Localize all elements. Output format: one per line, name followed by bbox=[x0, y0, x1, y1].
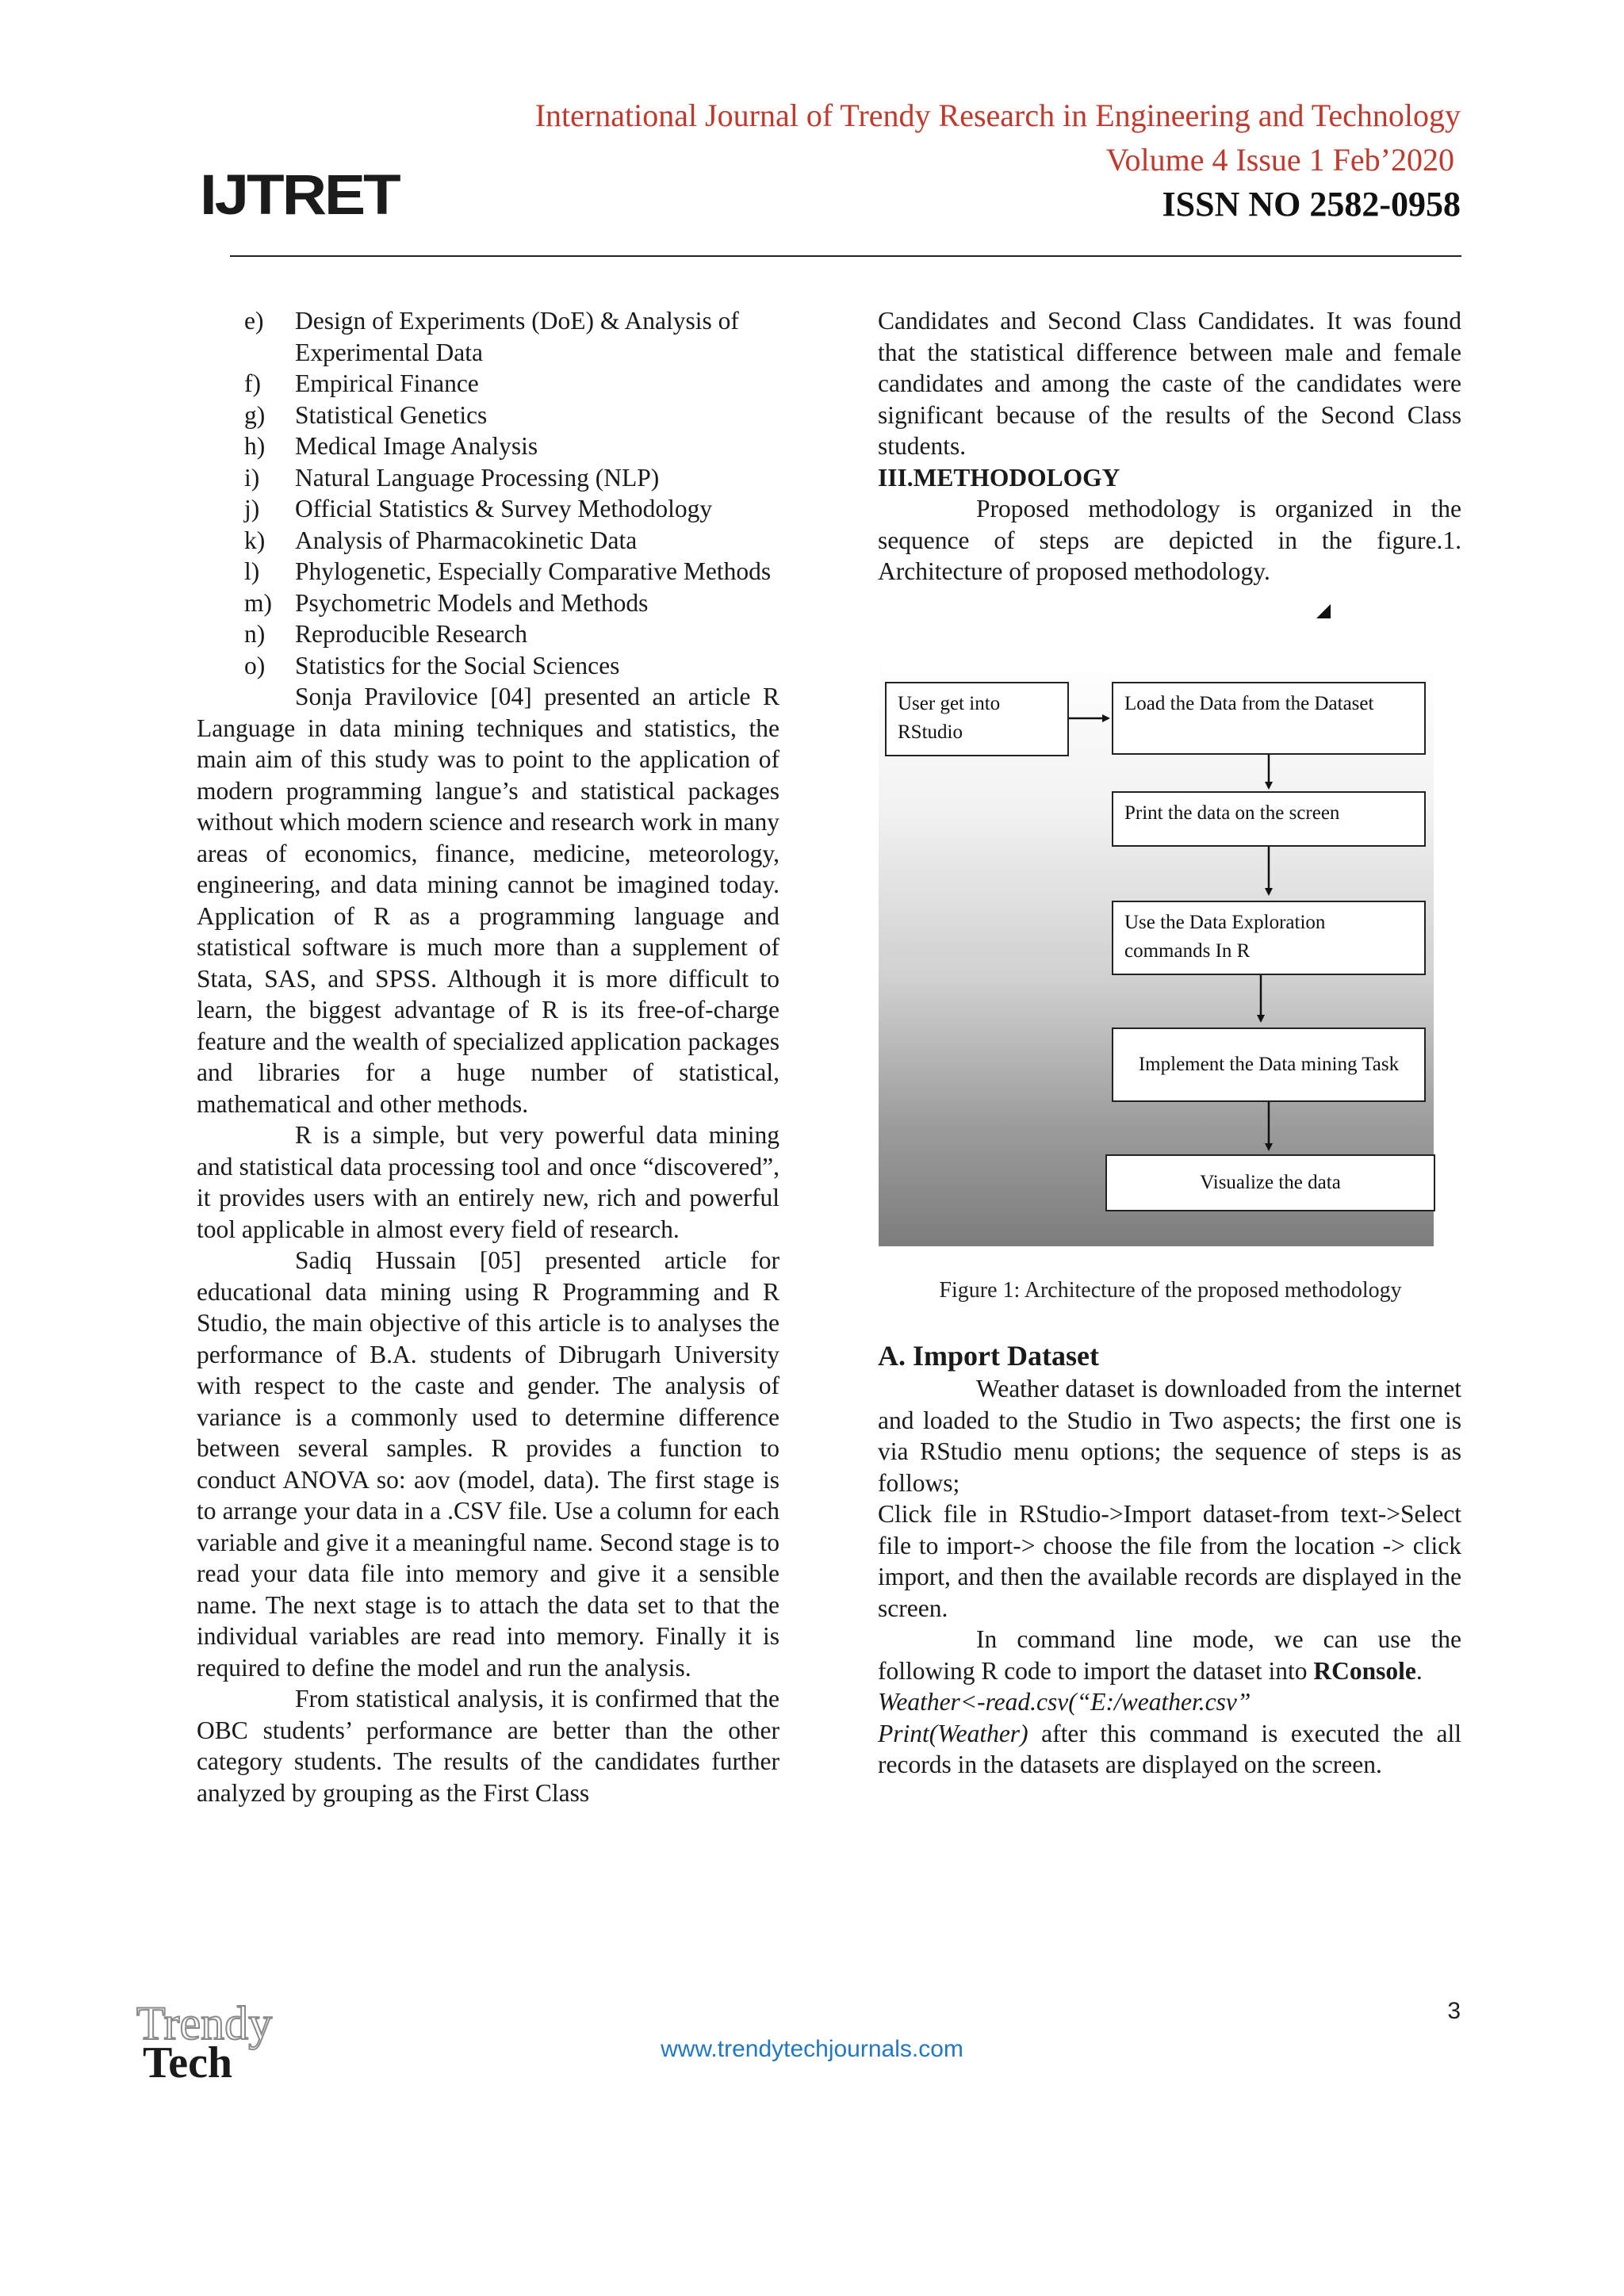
paragraph-import-1: Weather dataset is downloaded from the internet and loaded to the Studio in Two aspects; the first one is via RStudio menu options; the sequence of steps is as follows; bbox=[878, 1375, 1461, 1497]
header-divider bbox=[230, 255, 1461, 257]
list-marker: m) bbox=[244, 588, 272, 617]
list-item-text: Natural Language Processing (NLP) bbox=[295, 463, 660, 492]
list-marker: n) bbox=[244, 620, 266, 648]
logo-tech-text: Tech bbox=[143, 2038, 233, 2080]
box-user-rstudio: User get into RStudio bbox=[885, 682, 1069, 756]
code-read-csv: Weather<-read.csv(“E:/weather.csv” bbox=[878, 1688, 1251, 1716]
list-item-text: Analysis of Pharmacokinetic Data bbox=[295, 526, 638, 554]
journal-volume: Volume 4 Issue 1 Feb’2020 bbox=[1105, 142, 1454, 178]
list-item bbox=[197, 368, 779, 400]
page-number: 3 bbox=[1447, 1998, 1461, 2024]
list-item-text: Phylogenetic, Especially Comparative Methods bbox=[295, 557, 772, 585]
paragraph-methodology: Proposed methodology is organized in the sequence of steps are depicted in the figure.1. Architecture of proposed methodology. bbox=[878, 495, 1461, 585]
list-item bbox=[197, 587, 779, 619]
paragraph-continuation: Candidates and Second Class Candidates. It was found that the statistical difference between male and female candidates and among the caste of the candidates were significant because of the results of the Second Class students. bbox=[878, 307, 1461, 460]
box-print-data: Print the data on the screen bbox=[1112, 791, 1426, 847]
import-3-text: In command line mode, we can use the following R code to import the dataset into bbox=[878, 1625, 1461, 1685]
triangle-marker-icon bbox=[1316, 604, 1331, 618]
list-marker: o) bbox=[244, 651, 266, 679]
paragraph-r-simple: R is a simple, but very powerful data mining and statistical data processing tool and once “discovered”, it provides users with an entirely new, rich and powerful tool applicable in almost every field of research. bbox=[197, 1121, 779, 1243]
list-item bbox=[197, 493, 779, 525]
list-marker: e) bbox=[244, 307, 264, 335]
list-item bbox=[197, 462, 779, 494]
paragraph-hussain: Sadiq Hussain [05] presented article for educational data mining using R Programming and R Studio, the main objective of this article is to analyses the performance of B.A. students of Dibrugarh University with respect to the caste and gender. The analysis of variance is a commonly used to determine difference between several samples. R provides a function to conduct ANOVA so: aov (model, data). The first stage is to arrange your data in a .CSV file. Use a column for each variable and give it a meaningful name. Second stage is to read your data file into memory and give it a sensible name. The next stage is to attach the data set to that the individual variables are read into memory. Finally it is required to define the model and run the analysis. bbox=[197, 1246, 779, 1682]
list-marker: h) bbox=[244, 432, 266, 460]
list-item bbox=[197, 430, 779, 462]
subsection-heading-import: A. Import Dataset bbox=[878, 1340, 1099, 1372]
list-item-text: Official Statistics & Survey Methodology bbox=[295, 495, 713, 522]
methodology-figure bbox=[879, 660, 1434, 1246]
paragraph-statistical-analysis: From statistical analysis, it is confirmed that the OBC students’ performance are better than the other category students. The results of the candidates further analyzed by grouping as the First Class bbox=[197, 1685, 779, 1807]
journal-logo: IJTRET bbox=[200, 162, 399, 227]
list-item bbox=[197, 305, 779, 368]
list-marker: i) bbox=[244, 463, 260, 492]
import-4-text: after this command is executed the all records in the datasets are displayed on the screen. bbox=[878, 1719, 1461, 1778]
import-3-end: . bbox=[1415, 1656, 1423, 1685]
list-item-text: Psychometric Models and Methods bbox=[295, 588, 649, 617]
list-item-text: Medical Image Analysis bbox=[295, 432, 538, 460]
list-item bbox=[197, 400, 779, 431]
list-item-text: Empirical Finance bbox=[295, 369, 479, 397]
box-data-mining: Implement the Data mining Task bbox=[1112, 1027, 1426, 1102]
box-data-exploration: Use the Data Exploration commands In R bbox=[1112, 901, 1426, 975]
box-load-data: Load the Data from the Dataset bbox=[1112, 682, 1426, 755]
box-visualize: Visualize the data bbox=[1105, 1154, 1435, 1211]
list-item bbox=[197, 650, 779, 682]
list-marker: k) bbox=[244, 526, 266, 554]
list-item-text: Reproducible Research bbox=[295, 620, 528, 648]
paragraph-import-2: Click file in RStudio->Import dataset-from text->Select file to import-> choose the file from the location -> click import, and then the available records are displayed in the screen. bbox=[878, 1500, 1461, 1622]
paragraph-import-3 bbox=[878, 1624, 1461, 1686]
list-item bbox=[197, 556, 779, 587]
paragraph-import-4 bbox=[878, 1718, 1461, 1781]
right-column bbox=[878, 305, 1461, 587]
list-marker: f) bbox=[244, 369, 261, 397]
list-marker: l) bbox=[244, 557, 260, 585]
list-item-text: Statistical Genetics bbox=[295, 400, 488, 429]
list-item-text: Statistics for the Social Sciences bbox=[295, 651, 620, 679]
rconsole-label: RConsole bbox=[1313, 1656, 1416, 1685]
list-item bbox=[197, 618, 779, 650]
journal-issn: ISSN NO 2582-0958 bbox=[1162, 185, 1461, 224]
paragraph-pravilovice: Sonja Pravilovice [04] presented an article R Language in data mining techniques and statistics, the main aim of this study was to point to the application of modern programming langue’s and statistical packages without which modern science and research work in many areas of economics, finance, medicine, meteorology, engineering, and data mining cannot be imagined today. Application of R as a programming language and statistical software is much more than a supplement of Stata, SAS, and SPSS. Although it is more difficult to learn, the biggest advantage of R is its free-of-charge feature and the wealth of specialized application packages and libraries for a huge number of statistical, mathematical and other methods. bbox=[197, 683, 779, 1118]
figure-caption: Figure 1: Architecture of the proposed methodology bbox=[939, 1278, 1402, 1303]
left-column bbox=[197, 305, 779, 1808]
list-marker: g) bbox=[244, 400, 266, 429]
list-item bbox=[197, 525, 779, 557]
logo-trendy-text: Trendy bbox=[136, 2001, 273, 2049]
list-marker: j) bbox=[244, 495, 260, 522]
import-dataset-section bbox=[878, 1338, 1461, 1781]
journal-name: International Journal of Trendy Research in Engineering and Technology bbox=[534, 98, 1461, 133]
list-item-text: Design of Experiments (DoE) & Analysis of Experimental Data bbox=[295, 307, 739, 366]
section-heading-methodology: III.METHODOLOGY bbox=[878, 463, 1120, 492]
code-print-weather: Print(Weather) bbox=[878, 1719, 1028, 1747]
website-link[interactable]: www.trendytechjournals.com bbox=[661, 2036, 963, 2062]
